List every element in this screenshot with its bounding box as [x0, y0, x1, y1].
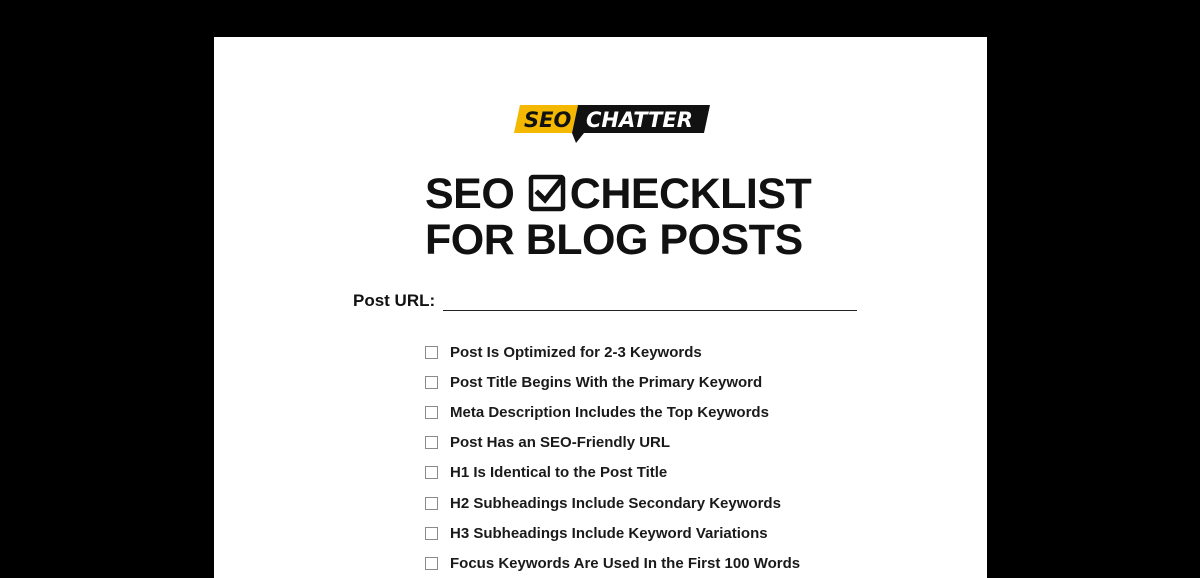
checklist-item: [425, 397, 800, 427]
checklist-item-label: Post Has an SEO-Friendly URL: [450, 434, 671, 452]
checklist-item: [425, 548, 800, 578]
checklist-item: [425, 428, 800, 458]
post-url-row: [353, 291, 857, 311]
checklist-page: [214, 37, 987, 578]
title-line-2: FOR BLOG POSTS: [425, 216, 803, 264]
seo-checklist: [425, 337, 800, 578]
checklist-item-label: H1 Is Identical to the Post Title: [450, 464, 668, 482]
logo-text-chatter: CHATTER: [586, 108, 693, 132]
checklist-item: [425, 337, 800, 367]
checklist-item-label: Meta Description Includes the Top Keywords: [450, 403, 769, 421]
title-checklist-word: CHECKLIST: [569, 170, 812, 218]
post-url-blank-line[interactable]: [443, 292, 857, 311]
checklist-item: [425, 367, 800, 397]
checklist-item-label: H3 Subheadings Include Keyword Variations: [450, 524, 768, 542]
page-title: [425, 171, 811, 263]
checklist-item: [425, 518, 800, 548]
checkbox[interactable]: [425, 466, 438, 479]
checkbox[interactable]: [425, 376, 438, 389]
title-line-1: [425, 171, 811, 217]
checkbox[interactable]: [425, 497, 438, 510]
checklist-item-label: Post Is Optimized for 2-3 Keywords: [450, 343, 702, 361]
checklist-item-label: Post Title Begins With the Primary Keyword: [450, 373, 763, 391]
checklist-item: [425, 488, 800, 518]
checklist-item-label: Focus Keywords Are Used In the First 100 Words: [450, 554, 801, 572]
seo-chatter-logo: [514, 104, 714, 144]
checkbox-checked-icon: [528, 174, 566, 212]
checkbox[interactable]: [425, 557, 438, 570]
checkbox[interactable]: [425, 406, 438, 419]
title-seo-word: SEO: [425, 170, 515, 218]
checkbox[interactable]: [425, 436, 438, 449]
checkbox[interactable]: [425, 346, 438, 359]
checkbox[interactable]: [425, 527, 438, 540]
checklist-item-label: H2 Subheadings Include Secondary Keywords: [450, 494, 781, 512]
post-url-label: Post URL:: [353, 291, 436, 310]
checklist-item: [425, 458, 800, 488]
logo-text-seo: SEO: [524, 108, 572, 132]
